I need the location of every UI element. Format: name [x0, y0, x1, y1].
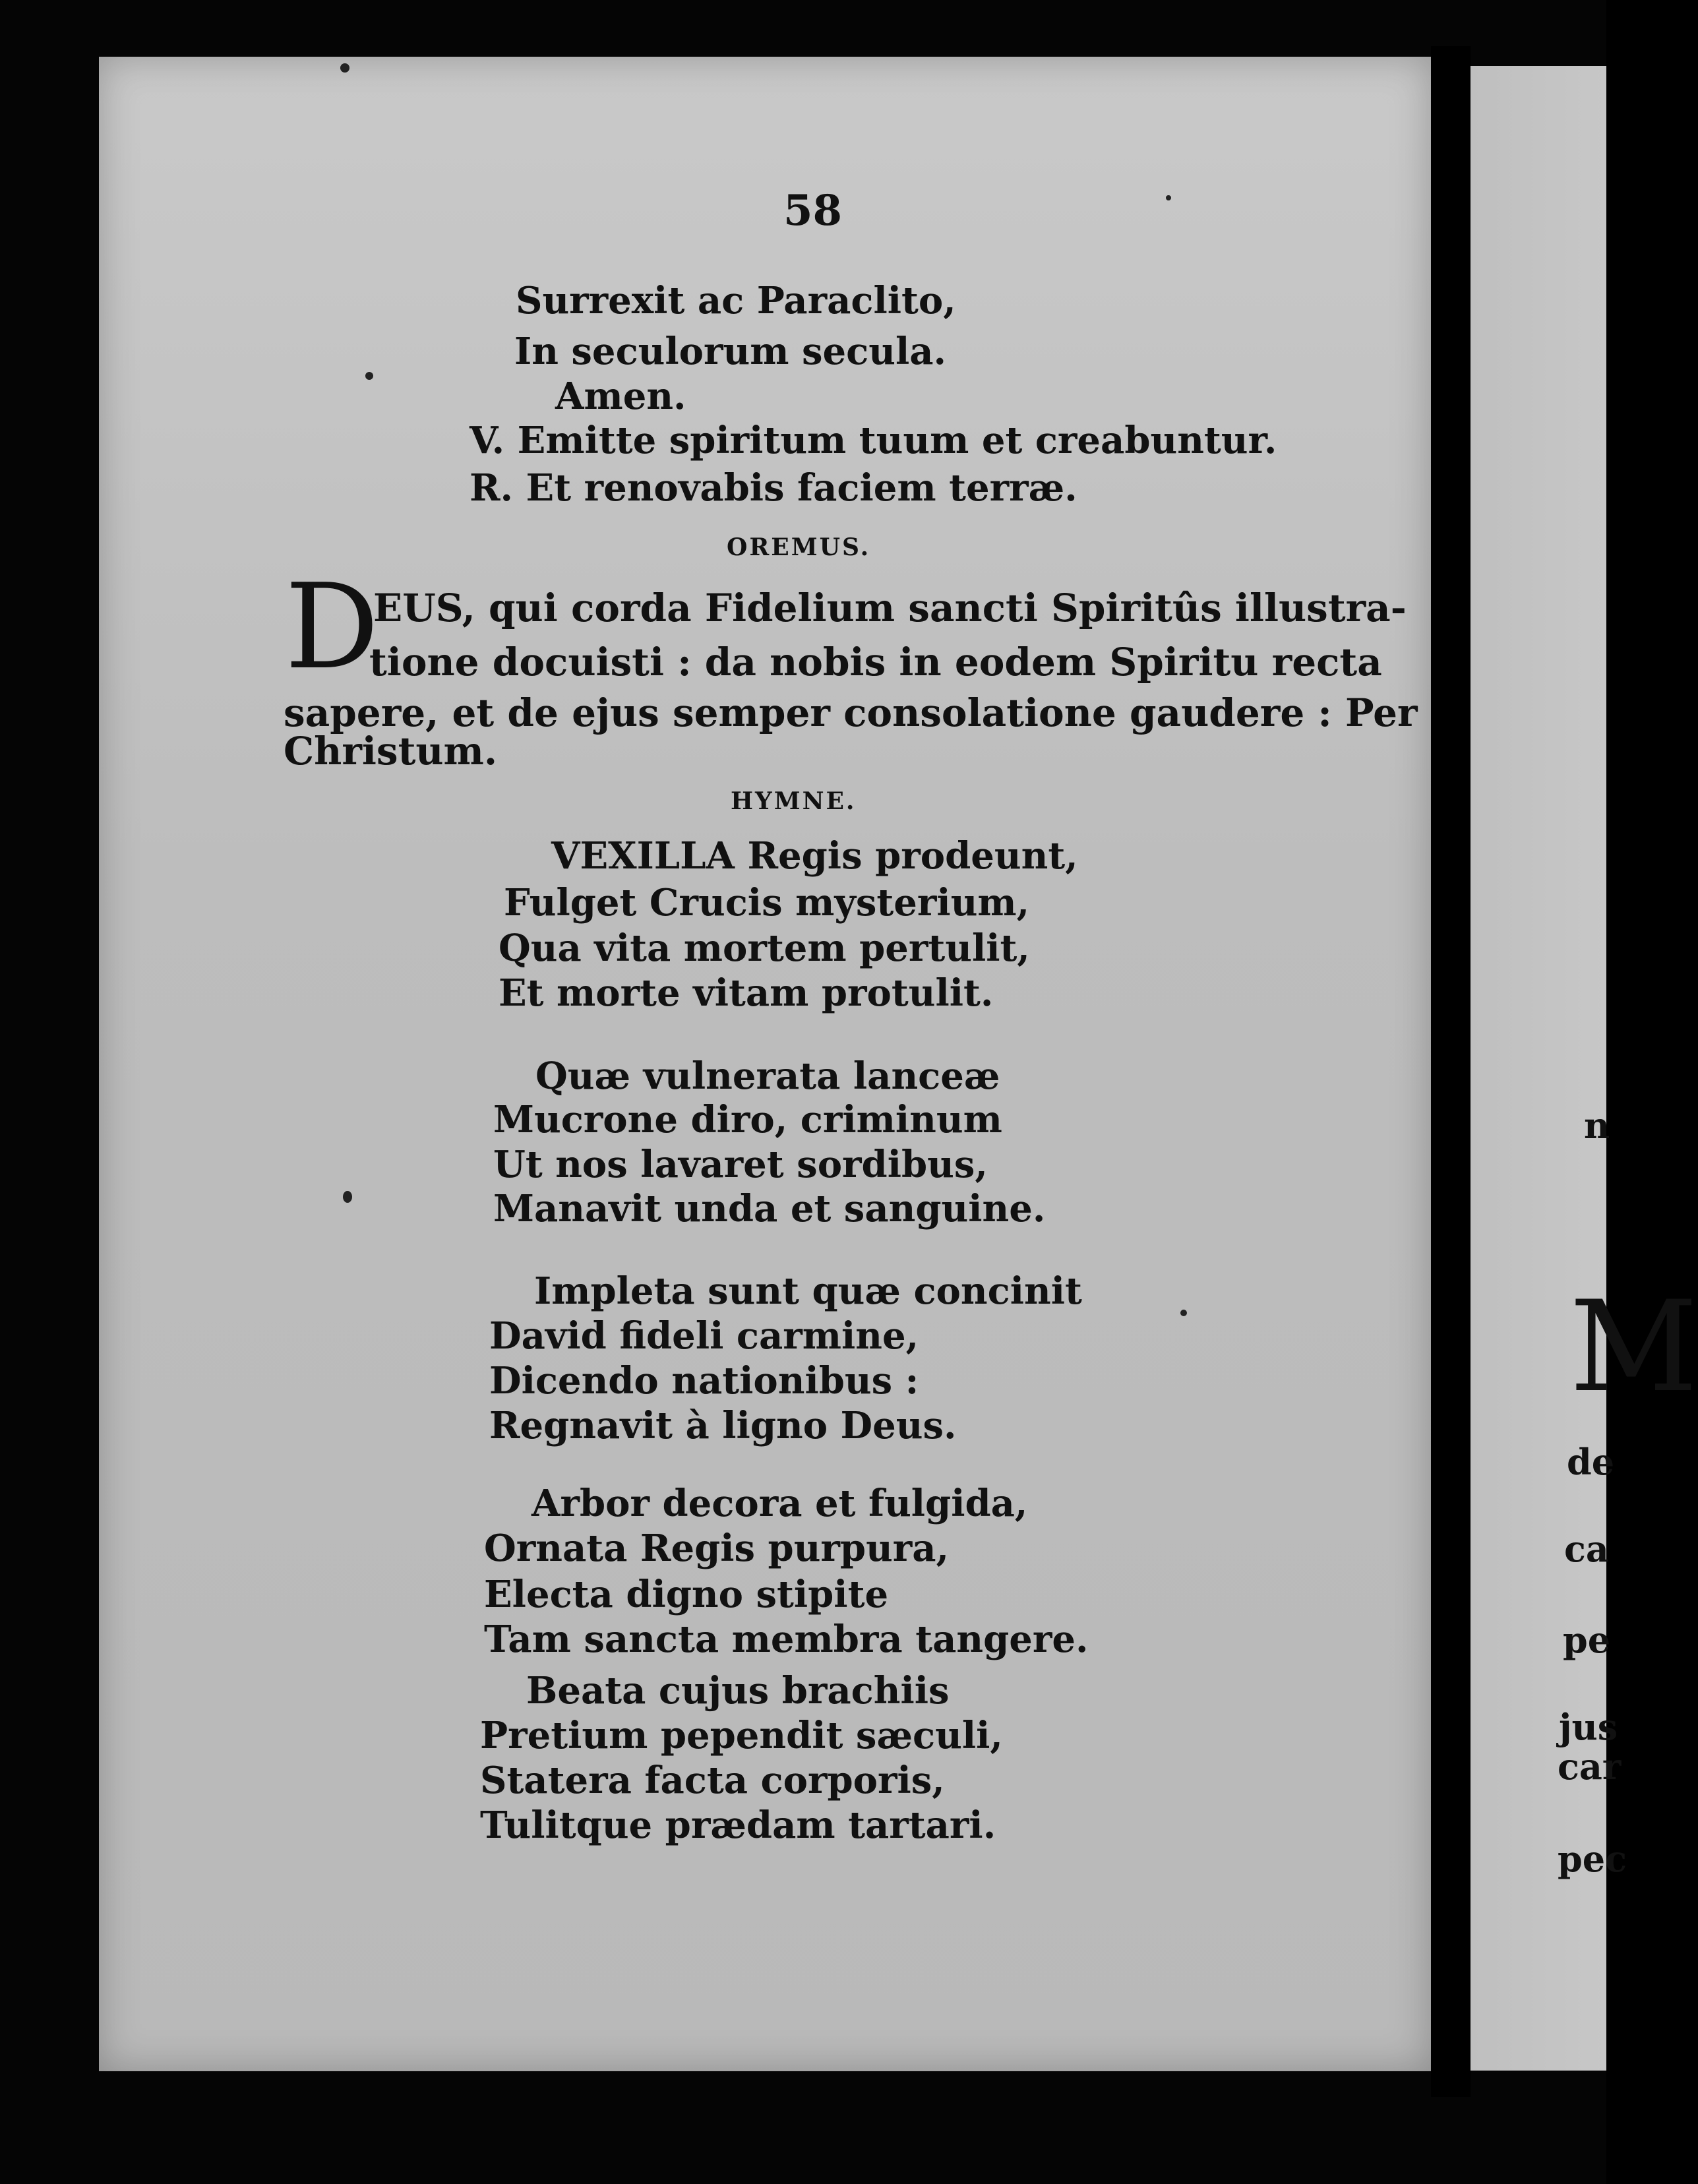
scan-speck: [1166, 195, 1171, 200]
stanza-line: David fideli carmine,: [489, 1314, 919, 1358]
facing-page-fragment: n: [1584, 1105, 1610, 1147]
stanza-line: Manavit unda et sanguine.: [493, 1187, 1046, 1230]
response-line: R. Et renovabis faciem terræ.: [470, 466, 1077, 510]
stanza-first-line: Quæ vulnerata lanceæ: [535, 1054, 1000, 1098]
stanza-line: Regnavit à ligno Deus.: [489, 1404, 957, 1447]
facing-page-fragment: ca: [1564, 1528, 1609, 1570]
facing-page-fragment: jus: [1559, 1706, 1618, 1748]
doxology-line: In seculorum secula.: [514, 330, 946, 373]
stanza-line: Electa digno stipite: [484, 1573, 889, 1616]
facing-page-fragment: pec: [1558, 1838, 1627, 1880]
facing-page-fragment: car: [1558, 1745, 1622, 1788]
stanza-line: Ornata Regis purpura,: [484, 1527, 950, 1570]
prayer-line-rest: qui corda Fidelium sancti Spiritûs illustra-: [475, 586, 1407, 630]
scan-speck: [1180, 1310, 1187, 1316]
stanza-first-line: Arbor decora et fulgida,: [531, 1482, 1028, 1525]
stanza-line: Et morte vitam protulit.: [499, 971, 994, 1015]
oremus-heading: OREMUS.: [727, 533, 871, 561]
stanza-first-word: VEXILLA: [551, 834, 735, 878]
stanza-line: Statera facta corporis,: [480, 1759, 945, 1802]
prayer-line: [373, 586, 1407, 630]
stanza-first-line: Beata cujus brachiis: [526, 1669, 950, 1713]
stanza-line: Ut nos lavaret sordibus,: [493, 1143, 988, 1186]
prayer-line: tione docuisti : da nobis in eodem Spiritu recta: [369, 640, 1382, 684]
facing-page-fragment: de: [1567, 1441, 1615, 1483]
doxology-amen: Amen.: [555, 375, 686, 418]
prayer-dropcap: D: [285, 559, 379, 695]
page-number: 58: [783, 186, 843, 235]
stanza-first-rest: Regis prodeunt,: [734, 834, 1078, 878]
stanza-first-line: Impleta sunt quæ concinit: [534, 1269, 1082, 1313]
prayer-first-word: EUS,: [373, 586, 475, 630]
stanza-line: Fulget Crucis mysterium,: [504, 881, 1030, 925]
stanza-line: Mucrone diro, criminum: [493, 1098, 1002, 1141]
stanza-line: Tam sancta membra tangere.: [484, 1618, 1089, 1661]
stanza-first-line: [551, 834, 1078, 878]
hymn-heading: HYMNE.: [731, 787, 857, 815]
facing-page-dropcap: M: [1569, 1274, 1698, 1420]
scan-speck: [340, 63, 349, 73]
scan-speck: [343, 1191, 352, 1203]
stanza-line: Pretium pependit sæculi,: [480, 1714, 1003, 1757]
book-gutter: [1431, 46, 1471, 2097]
versicle-line: V. Emitte spiritum tuum et creabuntur.: [470, 419, 1277, 462]
prayer-line: Christum.: [284, 729, 498, 774]
scan-speck: [365, 372, 373, 380]
stanza-line: Dicendo nationibus :: [489, 1359, 919, 1403]
prayer-line: sapere, et de ejus semper consolatione gaudere : Per: [284, 690, 1418, 735]
stanza-line: Tulitque prædam tartari.: [480, 1804, 996, 1847]
doxology-line: Surrexit ac Paraclito,: [516, 279, 956, 322]
stanza-line: Qua vita mortem pertulit,: [499, 926, 1030, 970]
facing-page-fragment: pe: [1563, 1619, 1611, 1661]
